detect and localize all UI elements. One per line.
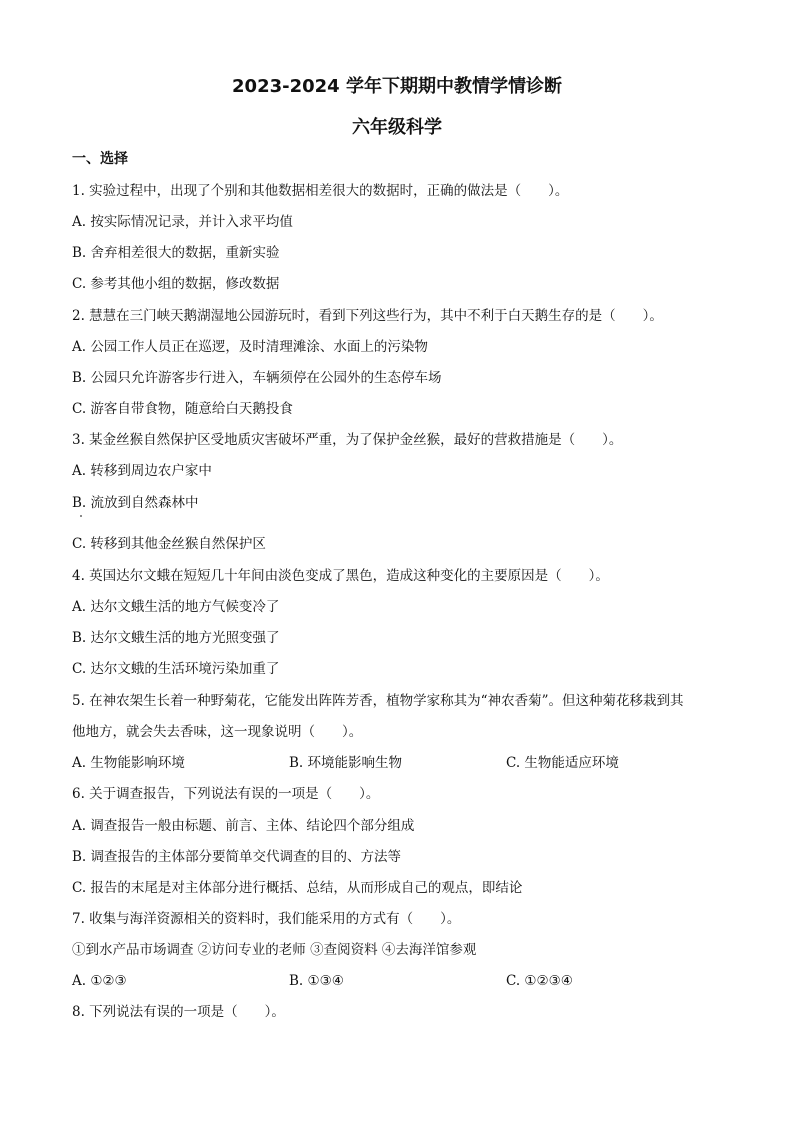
question-3-option-a: A. 转移到周边农户家中: [72, 463, 212, 479]
question-6-stem: 6. 关于调查报告，下列说法有误的一项是（ ）。: [72, 786, 380, 802]
question-6-option-a: A. 调查报告一般由标题、前言、主体、结论四个部分组成: [72, 818, 415, 834]
question-2-option-a: A. 公园工作人员正在巡逻，及时清理滩涂、水面上的污染物: [72, 339, 428, 355]
question-7-option-b: B. ①③④: [289, 973, 344, 989]
question-5-option-b: B. 环境能影响生物: [289, 755, 403, 771]
question-1-option-c: C. 参考其他小组的数据，修改数据: [72, 276, 280, 292]
question-5-option-a: A. 生物能影响环境: [72, 755, 185, 771]
question-5-option-c: C. 生物能适应环境: [506, 755, 619, 771]
question-3-option-b: B. 流放到自然森林中: [72, 495, 199, 511]
page-subtitle: 六年级科学: [352, 117, 442, 138]
question-4-option-b: B. 达尔文蛾生活的地方光照变强了: [72, 630, 280, 646]
question-6-option-b: B. 调查报告的主体部分要简单交代调查的目的、方法等: [72, 849, 402, 865]
question-2-option-b: B. 公园只允许游客步行进入，车辆须停在公园外的生态停车场: [72, 370, 442, 386]
question-7-items: ①到水产品市场调查 ②访问专业的老师 ③查阅资料 ④去海洋馆参观: [72, 942, 477, 958]
question-4-stem: 4. 英国达尔文蛾在短短几十年间由淡色变成了黑色，造成这种变化的主要原因是（ ）。: [72, 568, 609, 584]
question-7-option-c: C. ①②③④: [506, 973, 573, 989]
question-2-option-c: C. 游客自带食物，随意给白天鹅投食: [72, 401, 293, 417]
question-7-stem: 7. 收集与海洋资源相关的资料时，我们能采用的方式有（ ）。: [72, 911, 461, 927]
question-3-stem: 3. 某金丝猴自然保护区受地质灾害破坏严重，为了保护金丝猴，最好的营救措施是（ ）。: [72, 432, 623, 448]
question-8-stem: 8. 下列说法有误的一项是（ ）。: [72, 1004, 285, 1020]
question-4-option-a: A. 达尔文蛾生活的地方气候变冷了: [72, 599, 280, 615]
question-5-stem-line-1: 5. 在神农架生长着一种野菊花，它能发出阵阵芳香，植物学家称其为“神农香菊”。但这种菊花移栽到其: [72, 693, 684, 709]
question-1-stem: 1. 实验过程中，出现了个别和其他数据相差很大的数据时，正确的做法是（ ）。: [72, 183, 569, 199]
question-5-stem-line-2: 他地方，就会失去香味，这一现象说明（ ）。: [72, 724, 363, 740]
stray-dot: [80, 515, 82, 517]
question-6-option-c: C. 报告的末尾是对主体部分进行概括、总结，从而形成自己的观点，即结论: [72, 880, 523, 896]
question-4-option-c: C. 达尔文蛾的生活环境污染加重了: [72, 661, 280, 677]
question-2-stem: 2. 慧慧在三门峡天鹅湖湿地公园游玩时，看到下列这些行为，其中不利于白天鹅生存的是（ ）。: [72, 308, 663, 324]
section-heading: 一、选择: [72, 151, 128, 167]
question-1-option-b: B. 舍弃相差很大的数据，重新实验: [72, 245, 280, 261]
question-7-option-a: A. ①②③: [72, 973, 127, 989]
question-3-option-c: C. 转移到其他金丝猴自然保护区: [72, 536, 266, 552]
question-1-option-a: A. 按实际情况记录，并计入求平均值: [72, 214, 293, 230]
page-title: 2023-2024 学年下期期中教情学情诊断: [232, 76, 562, 97]
